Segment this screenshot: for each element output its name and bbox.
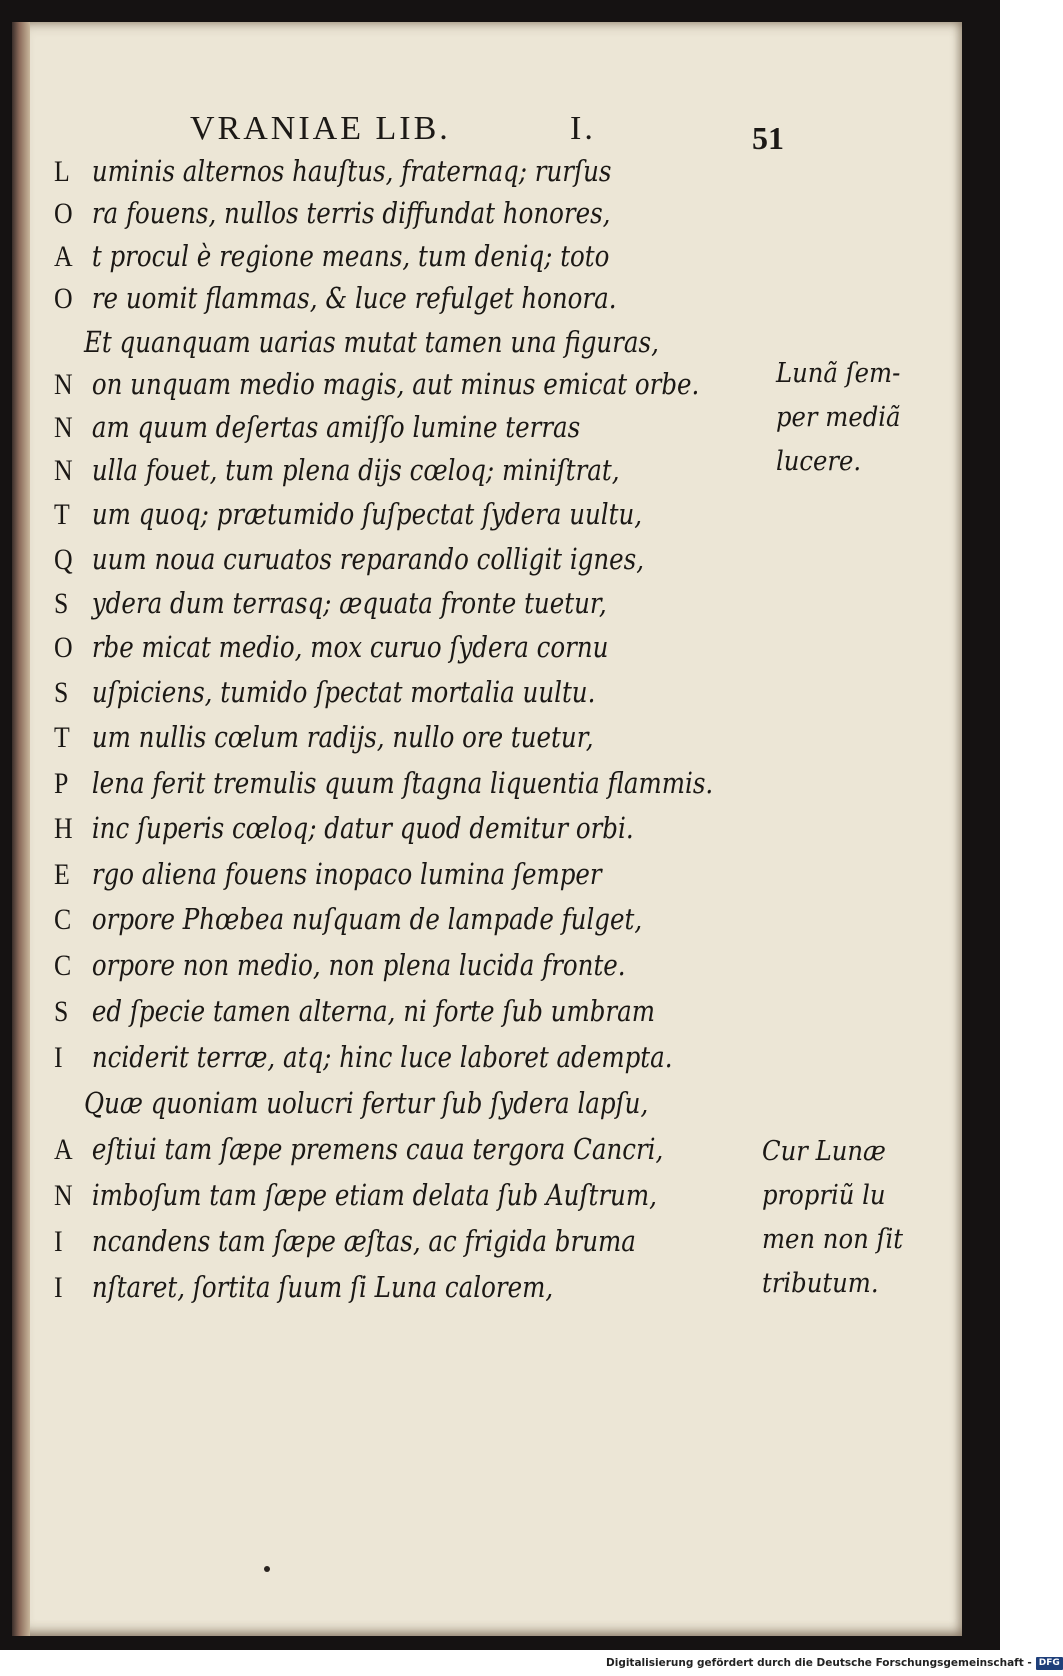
verse-line [54,1176,657,1216]
verse-line [54,365,699,405]
verse-text: on unquam medio magis, aut minus emicat orbe. [91,368,700,401]
verse-line [54,809,634,849]
verse-initial: C [54,903,72,936]
verse-line [54,764,713,804]
verse-line [54,237,609,277]
verse-initial: I [54,1041,63,1074]
verse-text: lena ferit tremulis quum ſtagna liquentia flammis. [91,767,714,800]
verse-initial: A [54,1133,73,1166]
margin-note [762,1130,903,1306]
verse-text: am quum deſertas amiſſo lumine terras [91,411,581,444]
verse-initial: S [54,587,69,620]
footer-text: Digitalisierung gefördert durch die Deutsche Forschungsgemeinschaft - [606,1657,1032,1669]
margin-note [776,352,901,484]
verse-line [54,1222,636,1262]
verse-initial: S [54,995,69,1028]
verse-line [54,1038,673,1078]
page-gutter [12,22,30,1636]
margin-note-line: per mediã [776,402,901,433]
verse-text: re uomit flammas, & luce refulget honora. [91,282,617,315]
verse-line [54,194,610,234]
verse-text: ulla fouet, tum plena dijs cœloq; miniſtrat, [91,454,620,487]
verse-line [54,718,594,758]
verse-text: inc ſuperis cœloq; datur quod demitur orbi. [91,812,634,845]
verse-initial: O [54,631,73,664]
verse-line [84,1084,648,1124]
running-head [190,110,596,148]
verse-text: rgo aliena fouens inopaco lumina ſemper [91,858,602,891]
page-number: 51 [752,120,784,156]
verse-initial: O [54,197,73,230]
verse-initial: A [54,240,73,273]
running-head-book-number: I. [570,110,596,147]
margin-note-line: men non ſit [762,1224,903,1255]
verse-line [54,855,602,895]
verse-line [84,323,659,363]
verse-line [54,673,595,713]
ink-speck [264,1566,270,1572]
verse-text: t procul è regione means, tum deniq; toto [91,240,610,273]
verse-line [54,540,644,580]
verse-line [54,584,607,624]
verse-line [54,628,608,668]
verse-initial: N [54,411,73,444]
margin-note-line: propriũ lu [762,1180,886,1211]
verse-line [54,900,642,940]
verse-text: ed ſpecie tamen alterna, ni forte ſub umbram [91,995,655,1028]
verse-text: imboſum tam ſæpe etiam delata ſub Auſtrum, [91,1179,657,1212]
dfg-logo: DFG [1036,1657,1063,1670]
verse-text: orpore Phœbea nuſquam de lampade fulget, [91,903,643,936]
verse-line [54,451,620,491]
verse-initial: N [54,368,73,401]
verse-text: uminis alternos hauſtus, fraternaq; rurſus [91,155,612,188]
verse-text: ncandens tam ſæpe æſtas, ac frigida bruma [91,1225,636,1258]
verse-text: rbe micat medio, mox curuo ſydera cornu [91,631,609,664]
margin-note-line: lucere. [776,446,862,477]
verse-text: um nullis cœlum radijs, nullo ore tuetur, [91,721,594,754]
verse-text: ydera dum terrasq; æquata fronte tuetur, [91,587,607,620]
verse-initial: O [54,282,73,315]
verse-line [54,1130,663,1170]
verse-text: ra fouens, nullos terris diffundat honores, [91,197,611,230]
verse-text: uſpiciens, tumido ſpectat mortalia uultu. [91,676,596,709]
verse-initial: L [54,155,70,188]
verse-initial: T [54,721,70,754]
margin-note-line: Lunã ſem- [776,358,901,389]
footer-credit [606,1655,1063,1671]
verse-initial: N [54,1179,73,1212]
verse-text: eſtiui tam ſæpe premens caua tergora Cancri, [91,1133,664,1166]
verse-text: Quæ quoniam uolucri fertur ſub ſydera lapſu, [84,1087,649,1120]
margin-note-line: Cur Lunæ [762,1136,886,1167]
verse-line [54,152,611,192]
verse-line [54,408,580,448]
verse-text: nciderit terræ, atq; hinc luce laboret adempta. [91,1041,673,1074]
verse-initial: I [54,1271,63,1304]
verse-line [54,279,617,319]
verse-line [54,1268,553,1308]
running-head-title: VRANIAE LIB. [190,110,451,147]
verse-initial: N [54,454,73,487]
verse-text: orpore non medio, non plena lucida fronte. [91,949,626,982]
verse-initial: E [54,858,70,891]
verse-line [54,992,655,1032]
verse-initial: I [54,1225,63,1258]
verse-text: uum noua curuatos reparando colligit ignes, [91,543,645,576]
verse-initial: T [54,498,70,531]
verse-initial: S [54,676,69,709]
verse-initial: H [54,812,73,845]
verse-text: um quoq; prætumido ſuſpectat ſydera uultu, [91,498,643,531]
verse-text: nſtaret, ſortita ſuum ſi Luna calorem, [91,1271,554,1304]
verse-initial: P [54,767,69,800]
verse-line [54,946,626,986]
verse-text: Et quanquam uarias mutat tamen una figuras, [84,326,659,359]
margin-note-line: tributum. [762,1268,879,1299]
verse-line [54,495,642,535]
verse-initial: Q [54,543,73,576]
verse-initial: C [54,949,72,982]
